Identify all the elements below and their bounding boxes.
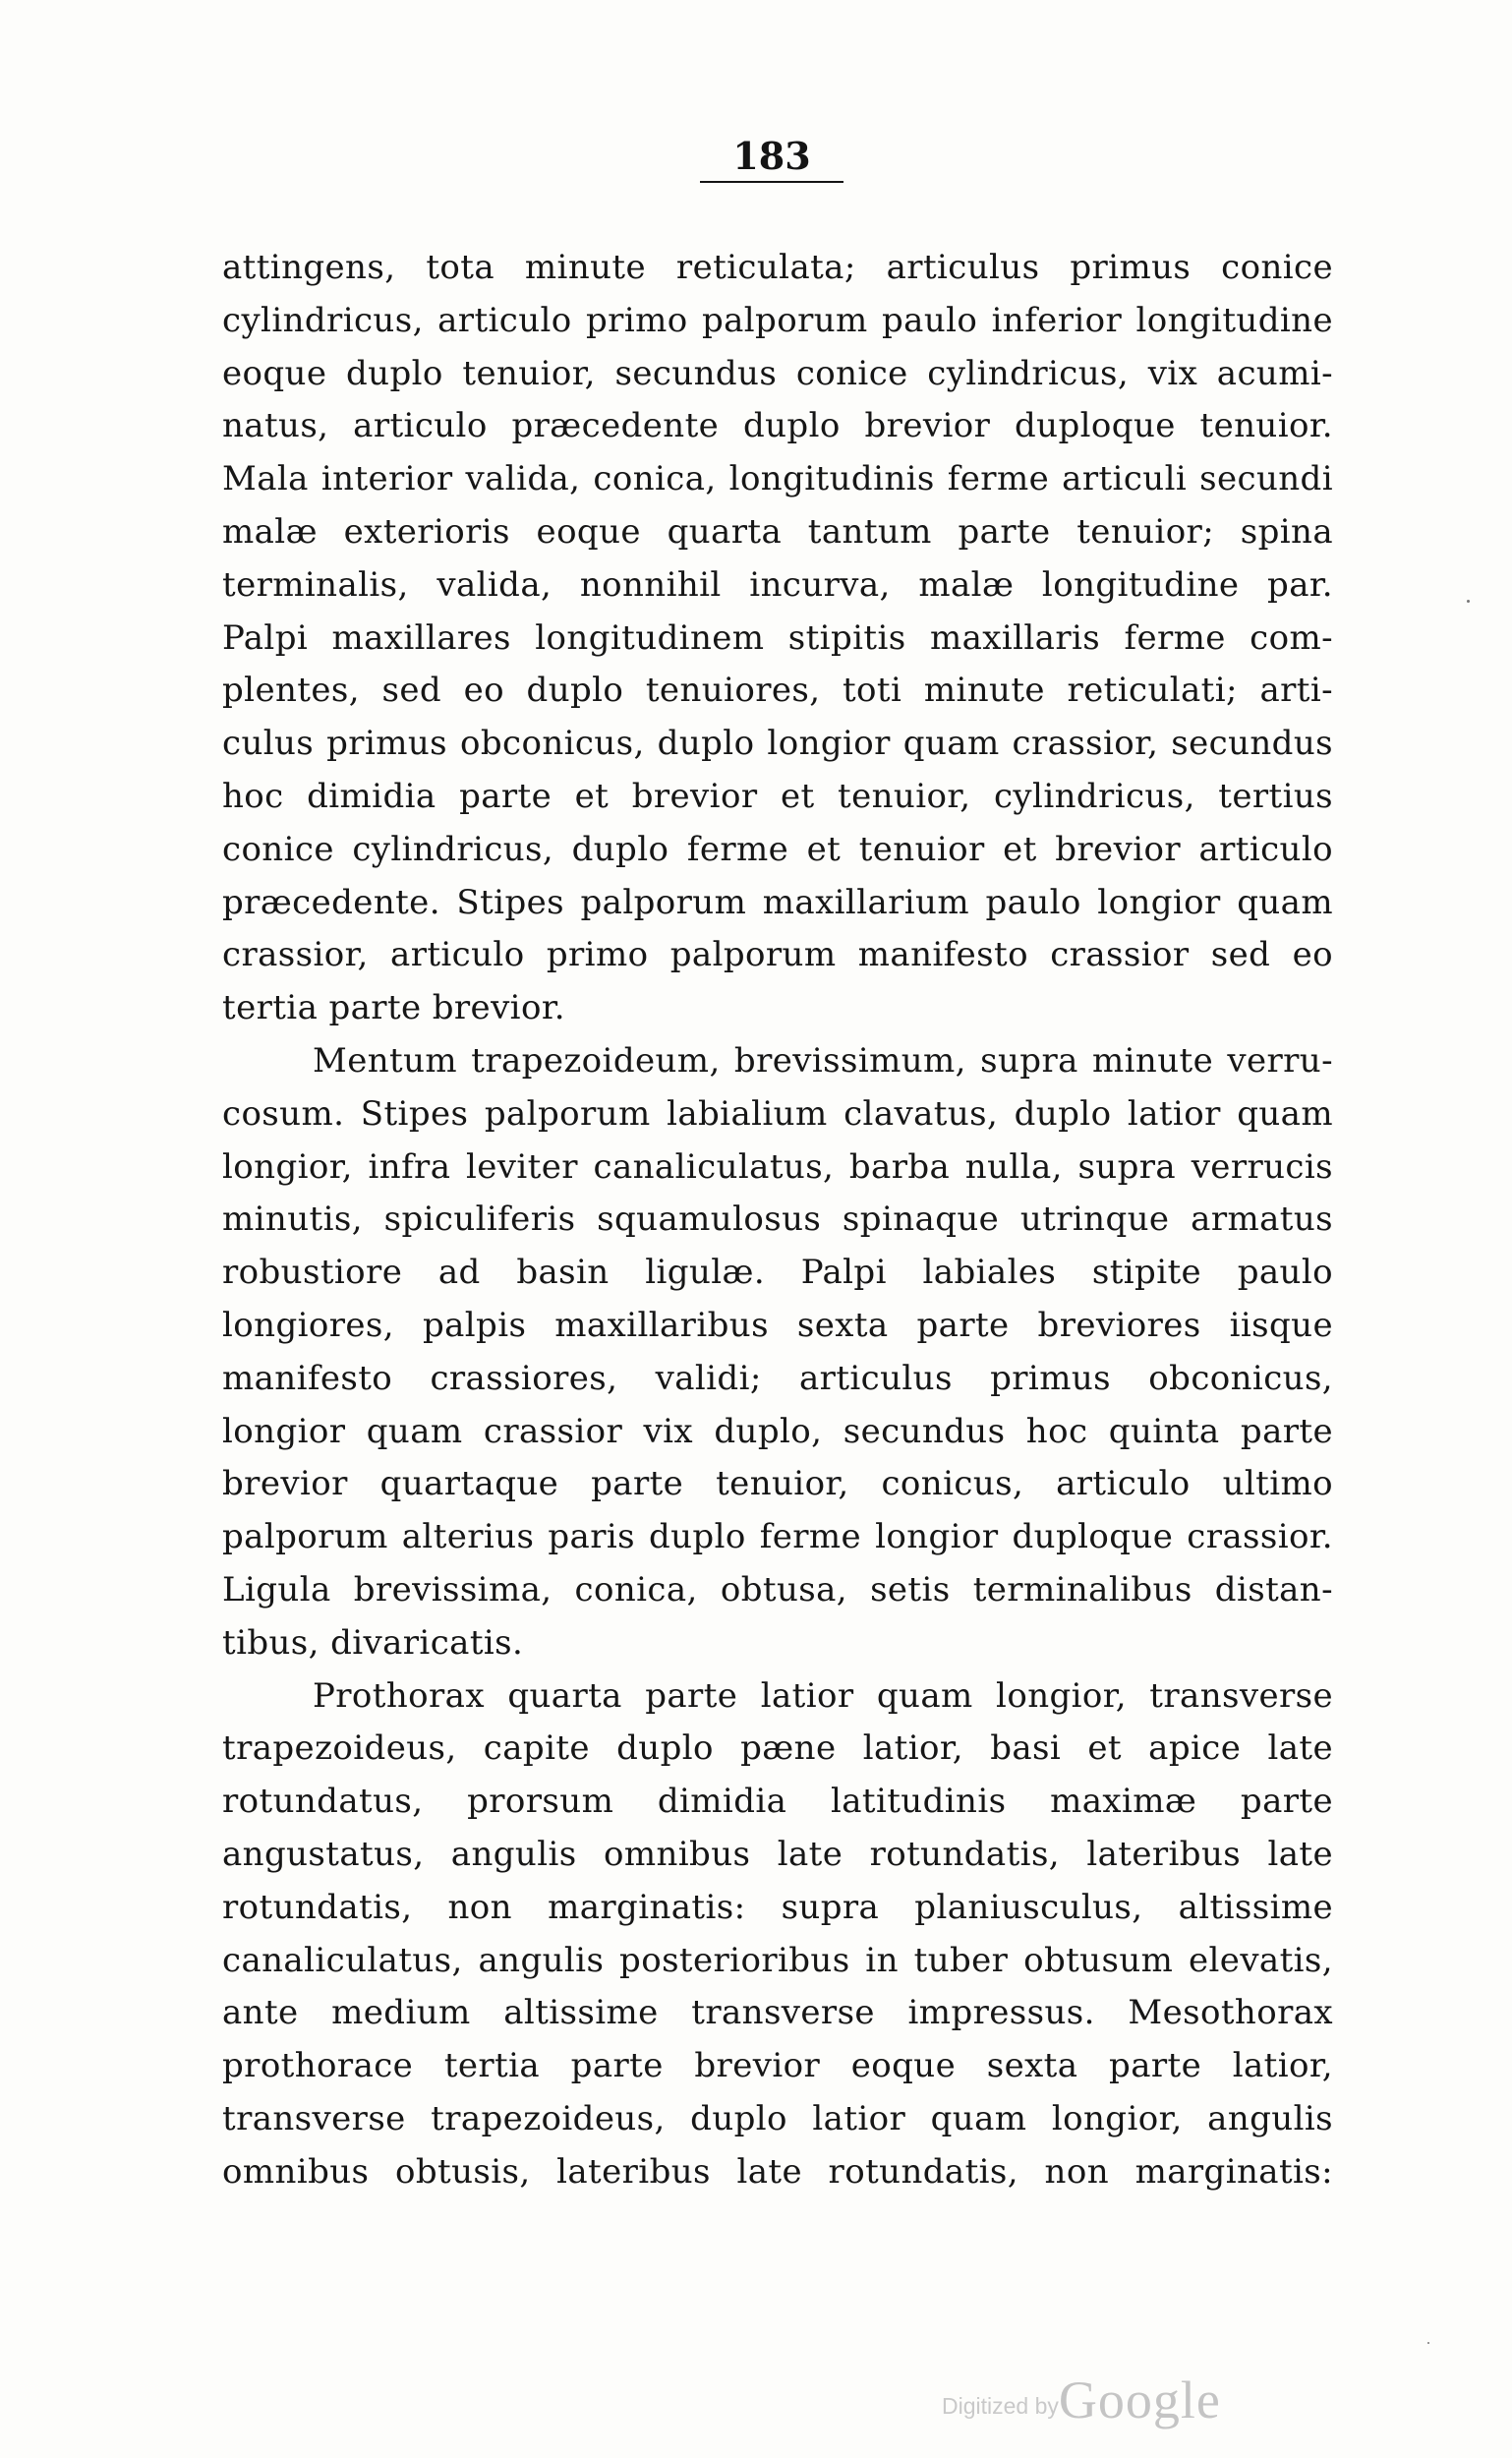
digitized-watermark (942, 2370, 1221, 2430)
paragraph-start-line: Prothorax quarta parte latior quam longior, transverse (313, 1675, 1333, 1716)
text-line: hoc dimidia parte et brevior et tenuior, cylindricus, tertius (222, 776, 1333, 816)
text-line: terminalis, valida, nonnihil incurva, malæ longitudine par. (222, 564, 1333, 605)
text-line: Palpi maxillares longitudinem stipitis maxillaris ferme com- (222, 617, 1333, 658)
text-line: brevior quartaque parte tenuior, conicus, articulo ultimo (222, 1464, 1333, 1504)
text-line: præcedente. Stipes palporum maxillarium paulo longior quam (222, 882, 1333, 922)
scan-speck (1427, 2342, 1429, 2344)
scan-speck (1467, 600, 1470, 603)
text-line: cosum. Stipes palporum labialium clavatus, duplo latior quam (222, 1093, 1333, 1134)
text-line: prothorace tertia parte brevior eoque sexta parte latior, (222, 2046, 1333, 2086)
text-line: plentes, sed eo duplo tenuiores, toti minute reticulati; arti- (222, 671, 1333, 711)
text-line: rotundatus, prorsum dimidia latitudinis maximæ parte (222, 1782, 1333, 1822)
watermark-prefix: Digitized by (942, 2393, 1059, 2419)
watermark-brand: Google (1058, 2370, 1221, 2429)
text-line: trapezoideus, capite duplo pæne latior, basi et apice late (222, 1728, 1333, 1769)
text-line: omnibus obtusis, lateribus late rotundatis, non marginatis: (222, 2151, 1333, 2192)
text-line: natus, articulo præcedente duplo brevior duploque tenuior. (222, 406, 1333, 446)
text-line: cylindricus, articulo primo palporum paulo inferior longitudine (222, 300, 1333, 340)
text-line: minutis, spiculiferis squamulosus spinaque utrinque armatus (222, 1200, 1333, 1240)
text-line: transverse trapezoideus, duplo latior quam longior, angulis (222, 2098, 1333, 2138)
text-line: attingens, tota minute reticulata; articulus primus conice (222, 248, 1333, 287)
text-line: longior quam crassior vix duplo, secundus hoc quinta parte (222, 1411, 1333, 1451)
text-line: eoque duplo tenuior, secundus conice cylindricus, vix acumi- (222, 353, 1333, 393)
text-line: rotundatis, non marginatis: supra planiusculus, altissime (222, 1887, 1333, 1927)
text-line: robustiore ad basin ligulæ. Palpi labiales stipite paulo (222, 1253, 1333, 1293)
text-line: longiores, palpis maxillaribus sexta parte breviores iisque (222, 1305, 1333, 1345)
text-line: angustatus, angulis omnibus late rotundatis, lateribus late (222, 1834, 1333, 1874)
text-line: Ligula brevissima, conica, obtusa, setis terminalibus distan- (222, 1569, 1333, 1609)
text-line: crassior, articulo primo palporum manifesto crassior sed eo (222, 935, 1333, 975)
text-line: longior, infra leviter canaliculatus, barba nulla, supra verrucis (222, 1146, 1333, 1187)
text-line: conice cylindricus, duplo ferme et tenuior et brevior articulo (222, 829, 1333, 869)
paragraph-end-line: tibus, divaricatis. (222, 1622, 524, 1663)
body-text (222, 242, 1333, 2198)
text-line: canaliculatus, angulis posterioribus in tuber obtusum elevatis, (222, 1940, 1333, 1980)
page-number: 183 (700, 138, 843, 183)
paragraph-start-line: Mentum trapezoideum, brevissimum, supra minute verru- (313, 1040, 1333, 1081)
text-line: malæ exterioris eoque quarta tantum parte tenuior; spina (222, 511, 1333, 552)
text-line: culus primus obconicus, duplo longior quam crassior, secundus (222, 724, 1333, 764)
paragraph-end-line: tertia parte brevior. (222, 988, 565, 1028)
text-line: ante medium altissime transverse impressus. Mesothorax (222, 1993, 1333, 2033)
text-line: Mala interior valida, conica, longitudinis ferme articuli secundi (222, 459, 1333, 499)
text-line: palporum alterius paris duplo ferme longior duploque crassior. (222, 1517, 1333, 1557)
text-line: manifesto crassiores, validi; articulus primus obconicus, (222, 1358, 1333, 1398)
